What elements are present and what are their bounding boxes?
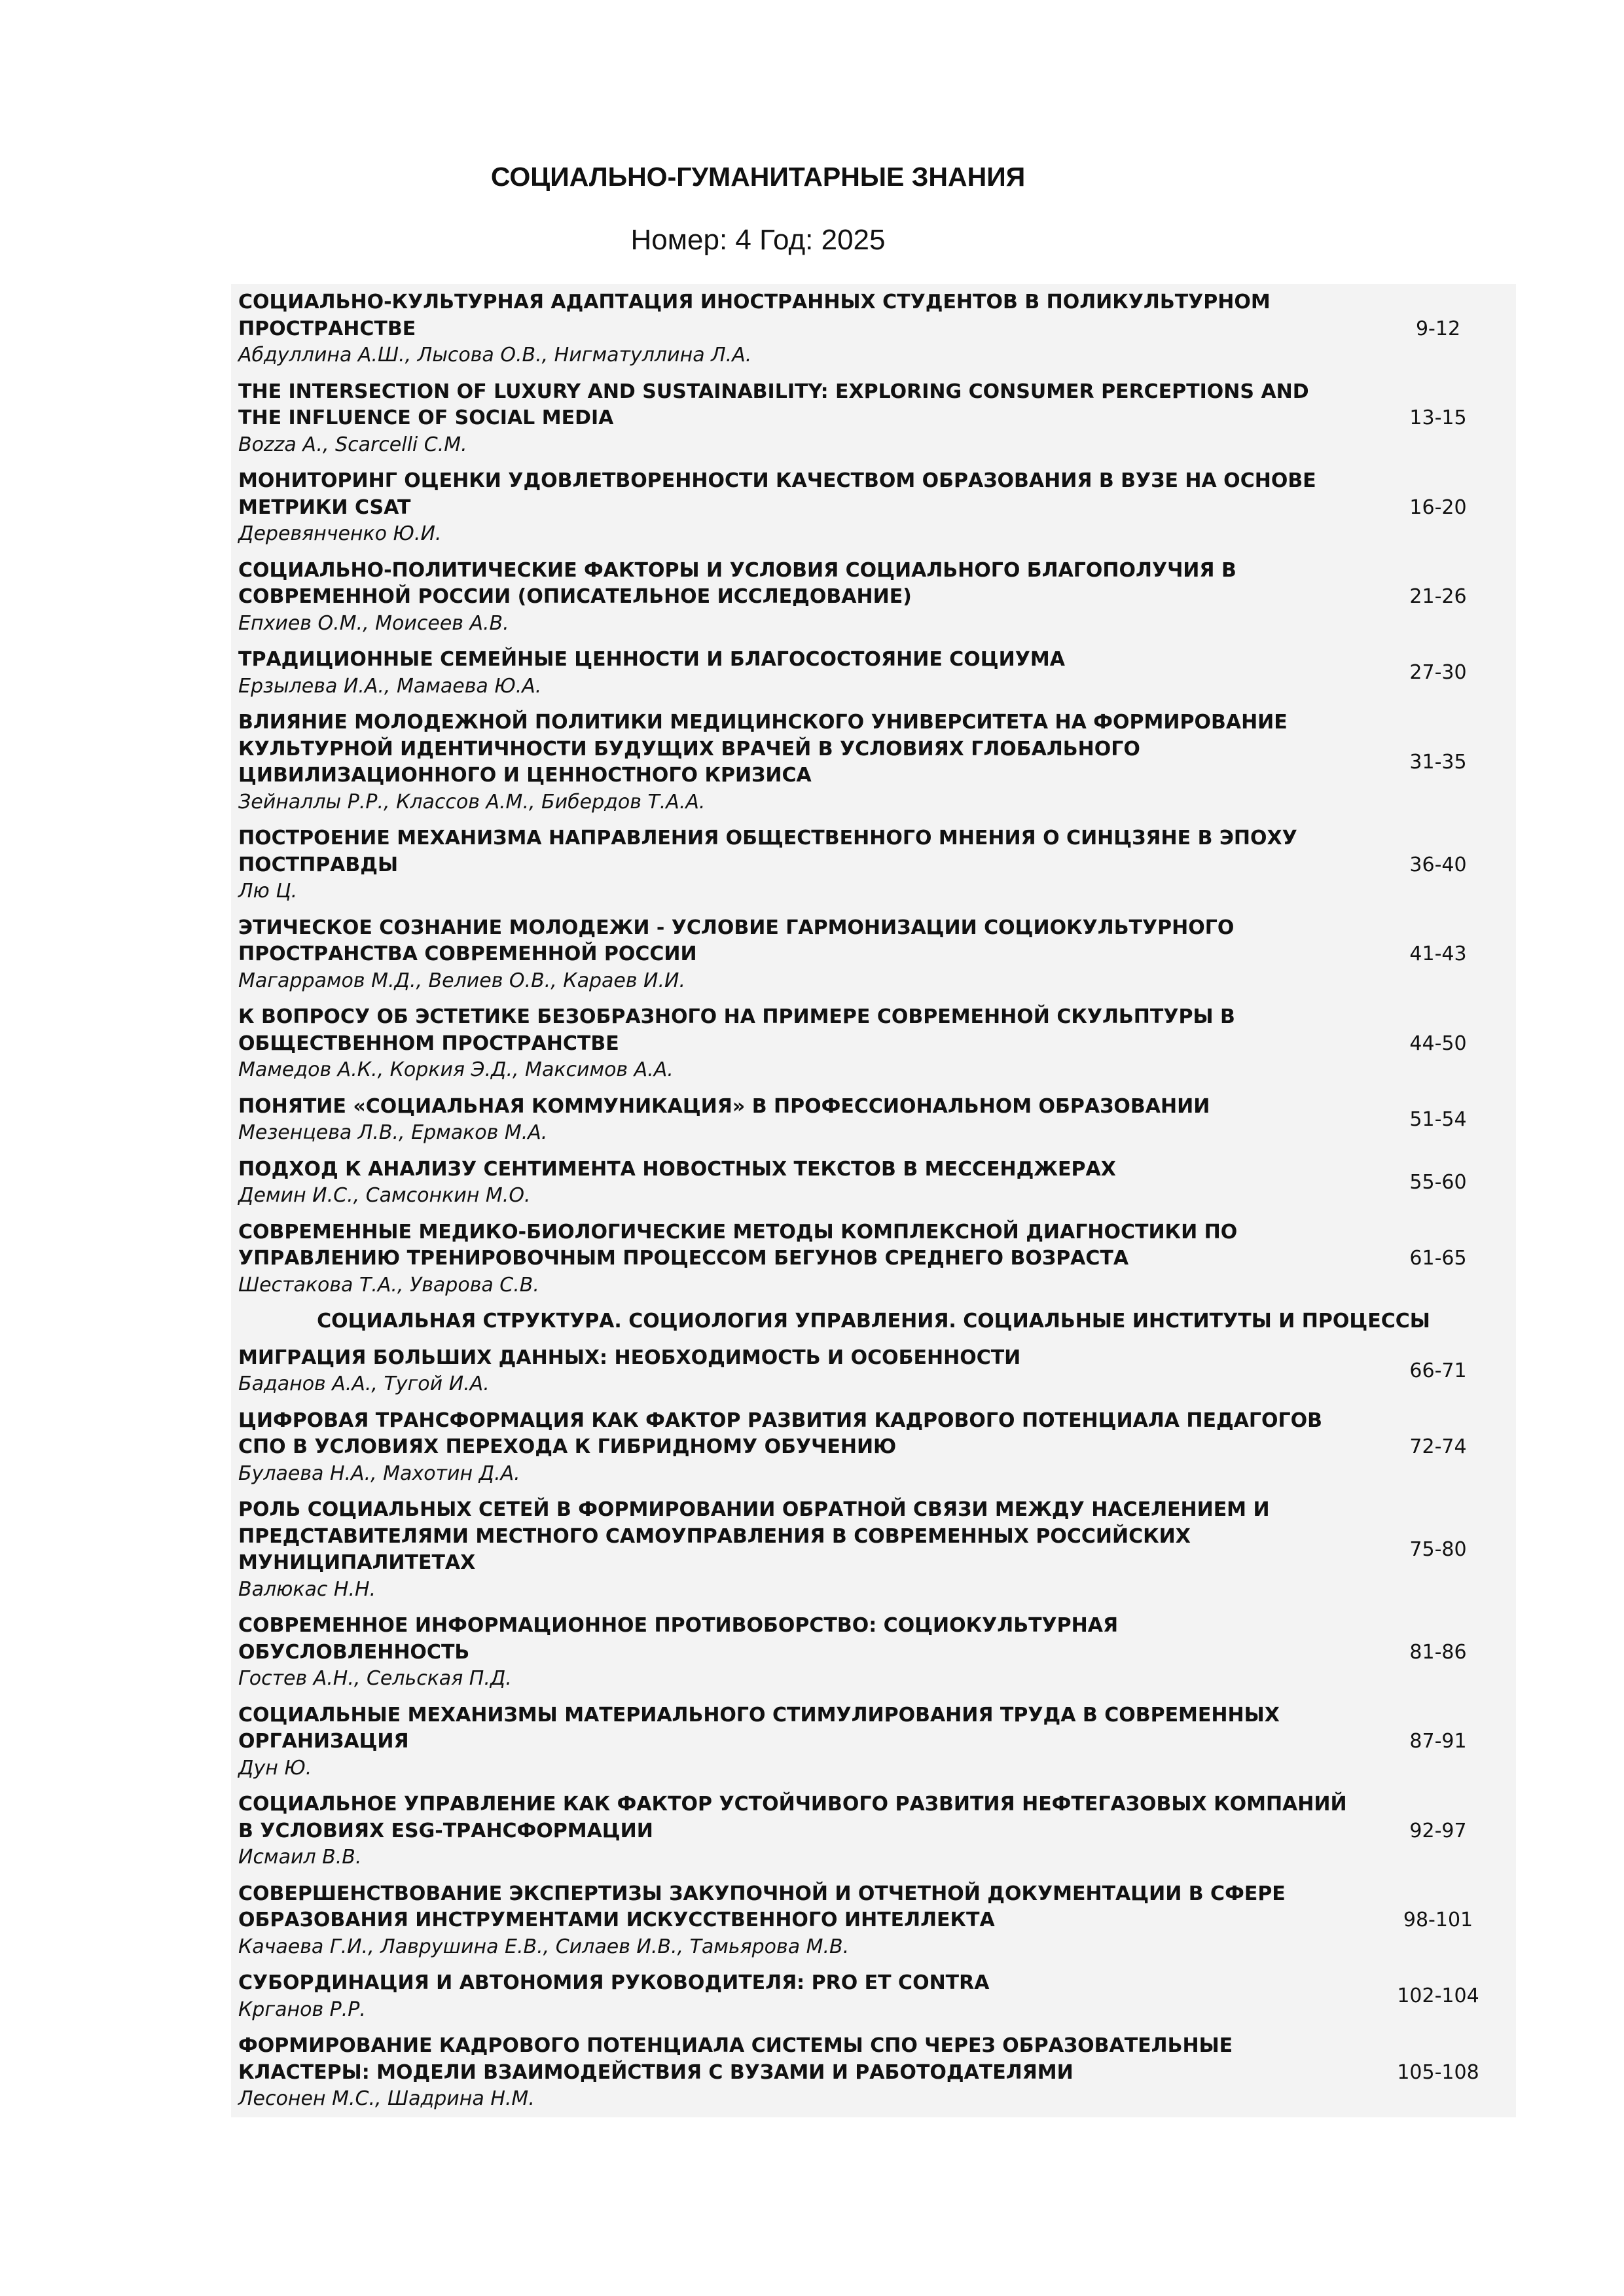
- entry-text: [238, 1219, 1516, 1299]
- toc-entry: [231, 641, 1516, 704]
- article-title-line: СОЦИАЛЬНОЕ УПРАВЛЕНИЕ КАК ФАКТОР УСТОЙЧИВОГО РАЗВИТИЯ НЕФТЕГАЗОВЫХ КОМПАНИЙ: [238, 1793, 1347, 1816]
- article-title-line: СОВЕРШЕНСТВОВАНИЕ ЭКСПЕРТИЗЫ ЗАКУПОЧНОЙ И ОТЧЕТНОЙ ДОКУМЕНТАЦИИ В СФЕРЕ: [238, 1882, 1286, 1905]
- article-title-line: ПОДХОД К АНАЛИЗУ СЕНТИМЕНТА НОВОСТНЫХ ТЕКСТОВ В МЕССЕНДЖЕРАХ: [238, 1157, 1116, 1181]
- issue-info: Номер: 4 Год: 2025: [630, 224, 886, 256]
- article-title-line: СПО В УСЛОВИЯХ ПЕРЕХОДА К ГИБРИДНОМУ ОБУЧЕНИЮ: [238, 1435, 897, 1458]
- article-authors: Лесонен М.С., Шадрина Н.М.: [238, 2087, 535, 2110]
- article-pages: 72-74: [1409, 1435, 1467, 1458]
- entry-text: [238, 1004, 1516, 1084]
- article-title-line: СУБОРДИНАЦИЯ И АВТОНОМИЯ РУКОВОДИТЕЛЯ: PRO ET CONTRA: [238, 1971, 990, 1994]
- article-authors: Гостев А.Н., Сельская П.Д.: [238, 1667, 512, 1690]
- article-title-line: ЭТИЧЕСКОЕ СОЗНАНИЕ МОЛОДЕЖИ - УСЛОВИЕ ГАРМОНИЗАЦИИ СОЦИОКУЛЬТУРНОГО: [238, 916, 1235, 939]
- article-title-line: ПРЕДСТАВИТЕЛЯМИ МЕСТНОГО САМОУПРАВЛЕНИЯ В СОВРЕМЕННЫХ РОССИЙСКИХ: [238, 1524, 1191, 1548]
- article-title-line: МИГРАЦИЯ БОЛЬШИХ ДАННЫХ: НЕОБХОДИМОСТЬ И ОСОБЕННОСТИ: [238, 1346, 1021, 1369]
- article-pages: 61-65: [1409, 1247, 1467, 1270]
- article-title-line: МОНИТОРИНГ ОЦЕНКИ УДОВЛЕТВОРЕННОСТИ КАЧЕСТВОМ ОБРАЗОВАНИЯ В ВУЗЕ НА ОСНОВЕ: [238, 469, 1316, 492]
- toc-entry: [231, 910, 1516, 999]
- article-authors: Bozza A., Scarcelli C.M.: [238, 433, 467, 456]
- article-authors: Зейналлы Р.Р., Классов А.М., Бибердов Т.А.А.: [238, 790, 706, 814]
- entry-text: [238, 915, 1516, 995]
- entry-text: [238, 1791, 1516, 1871]
- article-title-line: В УСЛОВИЯХ ESG-ТРАНСФОРМАЦИИ: [238, 1819, 653, 1842]
- article-authors: Валюкас Н.Н.: [238, 1577, 376, 1601]
- article-title-line: К ВОПРОСУ ОБ ЭСТЕТИКЕ БЕЗОБРАЗНОГО НА ПРИМЕРЕ СОВРЕМЕННОЙ СКУЛЬПТУРЫ В: [238, 1005, 1235, 1028]
- article-authors: Мезенцева Л.В., Ермаков М.А.: [238, 1121, 548, 1144]
- article-title-line: СОЦИАЛЬНО-КУЛЬТУРНАЯ АДАПТАЦИЯ ИНОСТРАННЫХ СТУДЕНТОВ В ПОЛИКУЛЬТУРНОМ: [238, 291, 1271, 314]
- article-authors: Исмаил В.В.: [238, 1846, 362, 1869]
- table-of-contents: [231, 284, 1516, 2117]
- article-authors: Магаррамов М.Д., Велиев О.В., Караев И.И.: [238, 969, 686, 992]
- article-title-line: ПОСТПРАВДЫ: [238, 853, 399, 876]
- article-pages: 41-43: [1409, 942, 1467, 965]
- article-pages: 102-104: [1397, 1984, 1479, 2008]
- article-pages: 92-97: [1409, 1819, 1467, 1842]
- article-title-line: СОВРЕМЕННЫЕ МЕДИКО-БИОЛОГИЧЕСКИЕ МЕТОДЫ КОМПЛЕКСНОЙ ДИАГНОСТИКИ ПО: [238, 1220, 1238, 1244]
- article-authors: Качаева Г.И., Лаврушина Е.В., Силаев И.В., Тамьярова М.В.: [238, 1935, 850, 1958]
- entry-text: [238, 1702, 1516, 1782]
- entry-text: [238, 379, 1516, 459]
- toc-entry: [231, 1965, 1516, 2028]
- article-title-line: ЦИФРОВАЯ ТРАНСФОРМАЦИЯ КАК ФАКТОР РАЗВИТИЯ КАДРОВОГО ПОТЕНЦИАЛА ПЕДАГОГОВ: [238, 1408, 1323, 1432]
- toc-entry: [231, 1214, 1516, 1304]
- toc-entry: [231, 1697, 1516, 1787]
- entry-text: [238, 1970, 1516, 2023]
- article-title-line: МУНИЦИПАЛИТЕТАХ: [238, 1551, 476, 1574]
- toc-entry: [231, 284, 1516, 374]
- article-pages: 27-30: [1409, 661, 1467, 685]
- article-authors: Мамедов А.К., Коркия Э.Д., Максимов А.А.: [238, 1058, 674, 1081]
- article-authors: Деревянченко Ю.И.: [238, 522, 442, 545]
- article-authors: Шестакова Т.А., Уварова С.В.: [238, 1273, 539, 1297]
- article-pages: 87-91: [1409, 1730, 1467, 1753]
- article-authors: Булаева Н.А., Махотин Д.А.: [238, 1462, 520, 1485]
- article-pages: 13-15: [1409, 406, 1467, 429]
- journal-title: СОЦИАЛЬНО-ГУМАНИТАРНЫЕ ЗНАНИЯ: [490, 162, 1026, 192]
- article-pages: 21-26: [1409, 585, 1467, 608]
- article-pages: 75-80: [1409, 1537, 1467, 1561]
- article-authors: Ерзылева И.А., Мамаева Ю.А.: [238, 674, 542, 698]
- article-title-line: ОБРАЗОВАНИЯ ИНСТРУМЕНТАМИ ИСКУССТВЕННОГО ИНТЕЛЛЕКТА: [238, 1909, 995, 1931]
- article-title-line: СОВРЕМЕННОЙ РОССИИ (ОПИСАТЕЛЬНОЕ ИССЛЕДОВАНИЕ): [238, 585, 912, 608]
- article-title-line: СОЦИАЛЬНЫЕ МЕХАНИЗМЫ МАТЕРИАЛЬНОГО СТИМУЛИРОВАНИЯ ТРУДА В СОВРЕМЕННЫХ: [238, 1703, 1280, 1727]
- article-title-line: РОЛЬ СОЦИАЛЬНЫХ СЕТЕЙ В ФОРМИРОВАНИИ ОБРАТНОЙ СВЯЗИ МЕЖДУ НАСЕЛЕНИЕМ И: [238, 1498, 1270, 1521]
- section-heading: СОЦИАЛЬНАЯ СТРУКТУРА. СОЦИОЛОГИЯ УПРАВЛЕНИЯ. СОЦИАЛЬНЫЕ ИНСТИТУТЫ И ПРОЦЕССЫ: [317, 1310, 1430, 1333]
- article-pages: 44-50: [1409, 1031, 1467, 1055]
- article-title-line: THE INTERSECTION OF LUXURY AND SUSTAINABILITY: EXPLORING CONSUMER PERCEPTIONS AND: [238, 380, 1309, 403]
- article-authors: Демин И.С., Самсонкин М.О.: [238, 1184, 531, 1207]
- article-title-line: КУЛЬТУРНОЙ ИДЕНТИЧНОСТИ БУДУЩИХ ВРАЧЕЙ В УСЛОВИЯХ ГЛОБАЛЬНОГО: [238, 737, 1140, 761]
- toc-entry: [231, 704, 1516, 820]
- toc-entry: [231, 1786, 1516, 1876]
- toc-entry: [231, 1151, 1516, 1214]
- article-pages: 98-101: [1403, 1909, 1473, 1931]
- article-authors: Баданов А.А., Тугой И.А.: [238, 1372, 490, 1395]
- entry-text: [238, 1094, 1516, 1147]
- article-pages: 66-71: [1409, 1359, 1467, 1382]
- article-title-line: ПРОСТРАНСТВА СОВРЕМЕННОЙ РОССИИ: [238, 942, 697, 965]
- article-authors: Лю Ц.: [238, 880, 298, 903]
- article-pages: 81-86: [1409, 1640, 1467, 1664]
- article-title-line: ЦИВИЛИЗАЦИОННОГО И ЦЕННОСТНОГО КРИЗИСА: [238, 764, 812, 787]
- toc-entry: [231, 1492, 1516, 1607]
- entry-text: [238, 1497, 1516, 1603]
- article-title-line: СОЦИАЛЬНО-ПОЛИТИЧЕСКИЕ ФАКТОРЫ И УСЛОВИЯ СОЦИАЛЬНОГО БЛАГОПОЛУЧИЯ В: [238, 558, 1236, 582]
- article-title-line: ВЛИЯНИЕ МОЛОДЕЖНОЙ ПОЛИТИКИ МЕДИЦИНСКОГО УНИВЕРСИТЕТА НА ФОРМИРОВАНИЕ: [238, 711, 1288, 734]
- toc-entry: [231, 820, 1516, 910]
- article-title-line: СОВРЕМЕННОЕ ИНФОРМАЦИОННОЕ ПРОТИВОБОРСТВО: СОЦИОКУЛЬТУРНАЯ: [238, 1614, 1119, 1637]
- article-authors: Дун Ю.: [238, 1756, 312, 1780]
- toc-entry: [231, 1340, 1516, 1403]
- article-title-line: ПРОСТРАНСТВЕ: [238, 317, 416, 340]
- entry-text: [238, 289, 1516, 369]
- article-pages: 36-40: [1409, 853, 1467, 876]
- entry-text: [238, 1408, 1516, 1488]
- article-title-line: ПОНЯТИЕ «СОЦИАЛЬНАЯ КОММУНИКАЦИЯ» В ПРОФЕССИОНАЛЬНОМ ОБРАЗОВАНИИ: [238, 1094, 1210, 1118]
- article-title-line: ТРАДИЦИОННЫЕ СЕМЕЙНЫЕ ЦЕННОСТИ И БЛАГОСОСТОЯНИЕ СОЦИУМА: [238, 648, 1065, 671]
- toc-entry: [231, 1876, 1516, 1965]
- entry-text: [238, 1613, 1516, 1693]
- entry-text: [238, 1345, 1516, 1398]
- article-title-line: ОБЩЕСТВЕННОМ ПРОСТРАНСТВЕ: [238, 1031, 619, 1055]
- toc-entry: [231, 552, 1516, 642]
- toc-entry: [231, 2028, 1516, 2117]
- article-title-line: ФОРМИРОВАНИЕ КАДРОВОГО ПОТЕНЦИАЛА СИСТЕМЫ СПО ЧЕРЕЗ ОБРАЗОВАТЕЛЬНЫЕ: [238, 2034, 1233, 2057]
- article-pages: 51-54: [1409, 1107, 1467, 1131]
- article-title-line: КЛАСТЕРЫ: МОДЕЛИ ВЗАИМОДЕЙСТВИЯ С ВУЗАМИ И РАБОТОДАТЕЛЯМИ: [238, 2060, 1074, 2084]
- toc-entry: [231, 1403, 1516, 1492]
- article-title-line: УПРАВЛЕНИЮ ТРЕНИРОВОЧНЫМ ПРОЦЕССОМ БЕГУНОВ СРЕДНЕГО ВОЗРАСТА: [238, 1247, 1129, 1270]
- article-authors: Абдуллина А.Ш., Лысова О.В., Нигматуллина Л.А.: [238, 344, 752, 367]
- entry-text: [238, 468, 1516, 548]
- article-title-line: МЕТРИКИ CSAT: [238, 495, 411, 519]
- toc-entry: [231, 1607, 1516, 1697]
- toc-entry: [231, 463, 1516, 552]
- article-authors: Крганов Р.Р.: [238, 1998, 366, 2021]
- entry-text: [238, 647, 1516, 700]
- article-title-line: ОБУСЛОВЛЕННОСТЬ: [238, 1640, 470, 1664]
- entry-text: [238, 558, 1516, 637]
- entry-text: [238, 1157, 1516, 1210]
- entry-text: [238, 825, 1516, 905]
- entry-text: [238, 1881, 1516, 1961]
- article-pages: 55-60: [1409, 1170, 1467, 1194]
- toc-entry: [231, 999, 1516, 1088]
- entry-text: [238, 709, 1516, 816]
- article-authors: Епхиев О.М., Моисеев А.В.: [238, 611, 509, 635]
- article-pages: 31-35: [1409, 750, 1467, 774]
- article-title-line: THE INFLUENCE OF SOCIAL MEDIA: [238, 406, 614, 429]
- toc-entry: [231, 374, 1516, 463]
- article-pages: 16-20: [1409, 495, 1467, 519]
- article-pages: 9-12: [1415, 317, 1461, 340]
- article-title-line: ОРГАНИЗАЦИЯ: [238, 1730, 409, 1753]
- toc-entry: [231, 1088, 1516, 1151]
- article-title-line: ПОСТРОЕНИЕ МЕХАНИЗМА НАПРАВЛЕНИЯ ОБЩЕСТВЕННОГО МНЕНИЯ О СИНЦЗЯНЕ В ЭПОХУ: [238, 827, 1297, 850]
- article-pages: 105-108: [1397, 2060, 1479, 2084]
- entry-text: [238, 2033, 1516, 2113]
